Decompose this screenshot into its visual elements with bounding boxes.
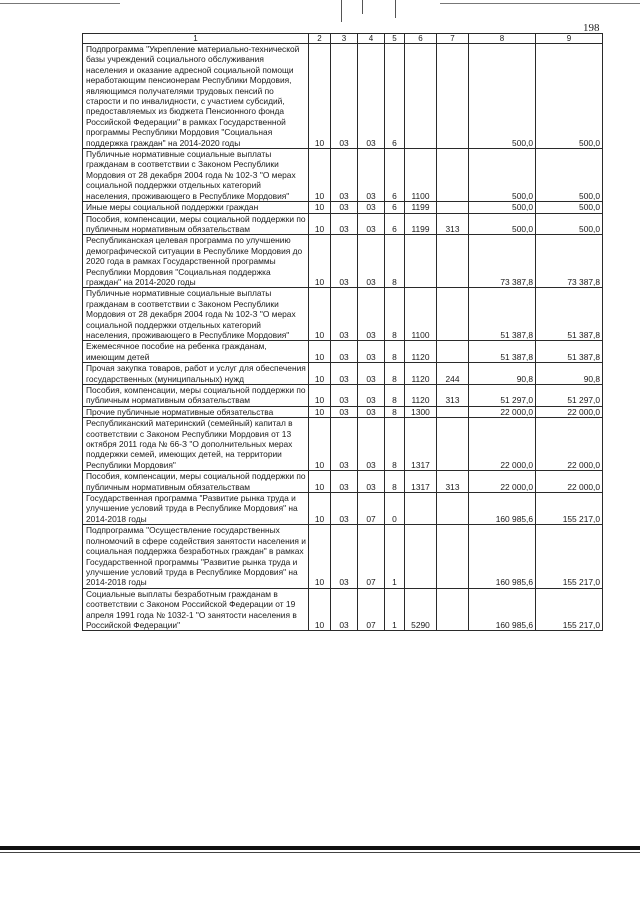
code-cell: 1300 <box>405 406 437 417</box>
code-cell: 0 <box>385 493 405 525</box>
code-cell: 03 <box>358 213 385 235</box>
code-cell: 03 <box>331 363 358 385</box>
scan-artifact-line-left <box>0 3 120 4</box>
code-cell: 313 <box>437 213 469 235</box>
table-row <box>83 471 603 493</box>
amount-cell: 22 000,0 <box>536 471 603 493</box>
code-cell: 10 <box>309 149 331 202</box>
table-row <box>83 363 603 385</box>
amount-cell: 90,8 <box>536 363 603 385</box>
code-cell: 244 <box>437 363 469 385</box>
code-cell: 1317 <box>405 471 437 493</box>
header-cell: 9 <box>536 34 603 44</box>
amount-cell: 51 387,8 <box>536 288 603 341</box>
code-cell <box>437 493 469 525</box>
amount-cell: 51 387,8 <box>469 288 536 341</box>
code-cell: 6 <box>385 44 405 149</box>
header-cell: 1 <box>83 34 309 44</box>
scan-artifact-tick <box>362 0 363 14</box>
code-cell: 1317 <box>405 418 437 471</box>
table-row <box>83 44 603 149</box>
amount-cell: 22 000,0 <box>469 406 536 417</box>
code-cell: 03 <box>331 149 358 202</box>
code-cell: 03 <box>358 418 385 471</box>
row-name: Республиканский материнский (семейный) капитал в соответствии с Законом Республики Мордовия от 13 октября 2011 года № 66-З "О дополнительных мерах поддержки семей, имеющих детей, на территории Республики Мордовия" <box>83 418 309 471</box>
code-cell: 07 <box>358 588 385 631</box>
code-cell: 03 <box>358 202 385 213</box>
scan-bottom-line <box>0 852 640 853</box>
code-cell: 03 <box>358 341 385 363</box>
code-cell: 10 <box>309 213 331 235</box>
code-cell: 10 <box>309 471 331 493</box>
code-cell: 07 <box>358 525 385 588</box>
code-cell: 1199 <box>405 202 437 213</box>
code-cell: 1199 <box>405 213 437 235</box>
scan-artifact-tick <box>341 0 342 22</box>
header-cell: 3 <box>331 34 358 44</box>
row-name: Пособия, компенсации, меры социальной поддержки по публичным нормативным обязательствам <box>83 385 309 407</box>
code-cell: 8 <box>385 385 405 407</box>
amount-cell: 500,0 <box>469 44 536 149</box>
header-cell: 4 <box>358 34 385 44</box>
code-cell: 10 <box>309 525 331 588</box>
code-cell: 8 <box>385 471 405 493</box>
table-row <box>83 406 603 417</box>
code-cell: 10 <box>309 493 331 525</box>
code-cell <box>405 44 437 149</box>
amount-cell: 90,8 <box>469 363 536 385</box>
code-cell: 1120 <box>405 341 437 363</box>
code-cell: 03 <box>331 44 358 149</box>
code-cell <box>437 406 469 417</box>
row-name: Иные меры социальной поддержки граждан <box>83 202 309 213</box>
code-cell <box>405 235 437 288</box>
row-name: Прочие публичные нормативные обязательства <box>83 406 309 417</box>
code-cell: 10 <box>309 418 331 471</box>
code-cell <box>437 235 469 288</box>
amount-cell: 22 000,0 <box>536 406 603 417</box>
code-cell: 03 <box>331 288 358 341</box>
code-cell: 03 <box>331 406 358 417</box>
code-cell <box>405 493 437 525</box>
code-cell: 03 <box>331 341 358 363</box>
code-cell: 10 <box>309 44 331 149</box>
amount-cell: 500,0 <box>536 213 603 235</box>
row-name: Государственная программа "Развитие рынка труда и улучшение условий труда в Республике Мордовия" на 2014-2018 годы <box>83 493 309 525</box>
table-row <box>83 235 603 288</box>
table-row <box>83 385 603 407</box>
code-cell: 03 <box>358 149 385 202</box>
amount-cell: 22 000,0 <box>536 418 603 471</box>
header-cell: 5 <box>385 34 405 44</box>
code-cell: 10 <box>309 385 331 407</box>
code-cell: 03 <box>331 525 358 588</box>
amount-cell: 73 387,8 <box>469 235 536 288</box>
row-name: Пособия, компенсации, меры социальной поддержки по публичным нормативным обязательствам <box>83 471 309 493</box>
code-cell: 10 <box>309 363 331 385</box>
code-cell: 10 <box>309 341 331 363</box>
header-cell: 7 <box>437 34 469 44</box>
row-name: Публичные нормативные социальные выплаты гражданам в соответствии с Законом Республики Мордовия от 28 декабря 2004 года № 102-З "О мерах социальной поддержки отдельных категорий населения, проживающего в Республике Мордовия" <box>83 149 309 202</box>
table-row <box>83 213 603 235</box>
amount-cell: 160 985,6 <box>469 525 536 588</box>
row-name: Подпрограмма "Укрепление материально-технической базы учреждений социального обслуживания населения и оказание адресной социальной помощи неработающим пенсионерам Республики Мордовия, являющимся получателями трудовых пенсий по старости и по инвалидности, с участием субсидий, предоставляемых из бюджета Пенсионного фонда Российской Федерации" в рамках Государственной программы Республики Мордовия "Социальная поддержка граждан" на 2014-2020 годы <box>83 44 309 149</box>
code-cell: 03 <box>358 235 385 288</box>
code-cell <box>437 288 469 341</box>
code-cell: 1 <box>385 588 405 631</box>
amount-cell: 500,0 <box>469 149 536 202</box>
amount-cell: 500,0 <box>469 202 536 213</box>
code-cell <box>437 418 469 471</box>
header-cell: 6 <box>405 34 437 44</box>
row-name: Социальные выплаты безработным гражданам в соответствии с Законом Российской Федерации от 19 апреля 1991 года № 1032-1 "О занятости населения в Российской Федерации" <box>83 588 309 631</box>
amount-cell: 155 217,0 <box>536 525 603 588</box>
table-row <box>83 588 603 631</box>
amount-cell: 500,0 <box>536 202 603 213</box>
scan-artifact-tick <box>395 0 396 18</box>
code-cell: 03 <box>331 202 358 213</box>
amount-cell: 22 000,0 <box>469 471 536 493</box>
table-row <box>83 202 603 213</box>
table-row <box>83 493 603 525</box>
code-cell: 03 <box>331 213 358 235</box>
row-name: Пособия, компенсации, меры социальной поддержки по публичным нормативным обязательствам <box>83 213 309 235</box>
code-cell: 03 <box>331 471 358 493</box>
amount-cell: 22 000,0 <box>469 418 536 471</box>
code-cell: 03 <box>331 385 358 407</box>
code-cell <box>405 525 437 588</box>
row-name: Прочая закупка товаров, работ и услуг для обеспечения государственных (муниципальных) нужд <box>83 363 309 385</box>
amount-cell: 160 985,6 <box>469 588 536 631</box>
code-cell: 8 <box>385 288 405 341</box>
amount-cell: 73 387,8 <box>536 235 603 288</box>
code-cell: 1100 <box>405 288 437 341</box>
amount-cell: 500,0 <box>536 149 603 202</box>
amount-cell: 160 985,6 <box>469 493 536 525</box>
amount-cell: 51 387,8 <box>536 341 603 363</box>
code-cell: 03 <box>358 406 385 417</box>
code-cell: 10 <box>309 202 331 213</box>
row-name: Публичные нормативные социальные выплаты гражданам в соответствии с Законом Республики Мордовия от 28 декабря 2004 года № 102-З "О мерах социальной поддержки отдельных категорий населения, проживающего в Республике Мордовия" <box>83 288 309 341</box>
code-cell <box>437 341 469 363</box>
code-cell: 03 <box>331 418 358 471</box>
code-cell <box>437 588 469 631</box>
header-row <box>83 34 603 44</box>
table-row <box>83 341 603 363</box>
row-name: Республиканская целевая программа по улучшению демографической ситуации в Республике Мордовия до 2020 года в рамках Государственной программы Республики Мордовия "Социальная поддержка граждан" на 2014-2020 годы <box>83 235 309 288</box>
code-cell <box>437 202 469 213</box>
row-name: Ежемесячное пособие на ребенка гражданам, имеющим детей <box>83 341 309 363</box>
code-cell: 8 <box>385 418 405 471</box>
row-name: Подпрограмма "Осуществление государственных полномочий в сфере содействия занятости населения и социальная поддержка безработных граждан" в рамках Государственной программы "Развитие рынка труда и улучшение условий труда в Республике Мордовия" на 2014-2018 годы <box>83 525 309 588</box>
code-cell: 313 <box>437 385 469 407</box>
amount-cell: 51 297,0 <box>469 385 536 407</box>
code-cell: 8 <box>385 406 405 417</box>
amount-cell: 500,0 <box>469 213 536 235</box>
header-cell: 2 <box>309 34 331 44</box>
amount-cell: 51 297,0 <box>536 385 603 407</box>
code-cell: 5290 <box>405 588 437 631</box>
code-cell: 03 <box>358 44 385 149</box>
budget-table <box>82 33 603 631</box>
amount-cell: 155 217,0 <box>536 493 603 525</box>
code-cell: 8 <box>385 363 405 385</box>
table-row <box>83 525 603 588</box>
page-number: 198 <box>583 22 600 34</box>
code-cell: 313 <box>437 471 469 493</box>
code-cell: 6 <box>385 213 405 235</box>
code-cell: 10 <box>309 235 331 288</box>
code-cell: 03 <box>358 385 385 407</box>
amount-cell: 155 217,0 <box>536 588 603 631</box>
header-cell: 8 <box>469 34 536 44</box>
code-cell: 1120 <box>405 363 437 385</box>
code-cell: 10 <box>309 588 331 631</box>
code-cell: 10 <box>309 288 331 341</box>
code-cell: 03 <box>331 493 358 525</box>
scan-artifact-line-right <box>440 3 640 4</box>
code-cell: 1100 <box>405 149 437 202</box>
code-cell <box>437 149 469 202</box>
code-cell: 6 <box>385 149 405 202</box>
table-row <box>83 149 603 202</box>
code-cell: 07 <box>358 493 385 525</box>
code-cell: 8 <box>385 235 405 288</box>
code-cell: 6 <box>385 202 405 213</box>
code-cell: 03 <box>358 288 385 341</box>
code-cell: 03 <box>358 471 385 493</box>
amount-cell: 51 387,8 <box>469 341 536 363</box>
code-cell <box>437 44 469 149</box>
code-cell: 1 <box>385 525 405 588</box>
code-cell: 03 <box>331 588 358 631</box>
code-cell: 8 <box>385 341 405 363</box>
table-row <box>83 418 603 471</box>
code-cell: 03 <box>331 235 358 288</box>
table-row <box>83 288 603 341</box>
code-cell: 10 <box>309 406 331 417</box>
code-cell <box>437 525 469 588</box>
amount-cell: 500,0 <box>536 44 603 149</box>
code-cell: 03 <box>358 363 385 385</box>
code-cell: 1120 <box>405 385 437 407</box>
scan-bottom-band <box>0 846 640 850</box>
